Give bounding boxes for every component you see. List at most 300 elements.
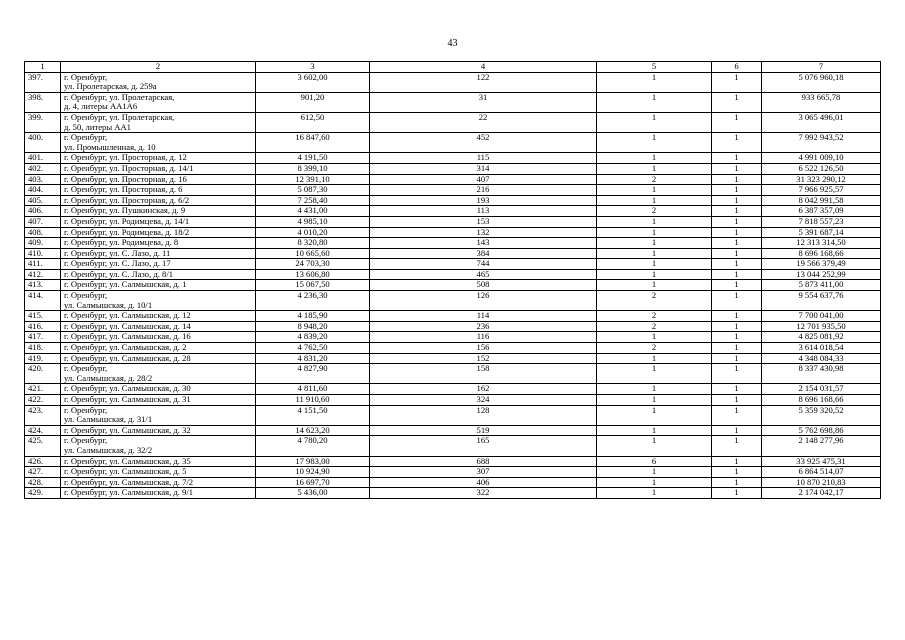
row-number-cell: 398. xyxy=(25,92,61,112)
col6-cell: 1 xyxy=(712,174,762,185)
col4-cell: 744 xyxy=(370,259,597,270)
area-cell: 5 087,30 xyxy=(256,185,370,196)
address-cell xyxy=(61,269,256,280)
address-cell xyxy=(61,467,256,478)
col4-cell: 216 xyxy=(370,185,597,196)
col6-cell: 1 xyxy=(712,291,762,311)
address-cell xyxy=(61,364,256,384)
col4-cell: 143 xyxy=(370,238,597,249)
address-line: ул. Салмышская, д. 10/1 xyxy=(64,299,153,310)
table-row xyxy=(25,174,881,185)
table-row xyxy=(25,195,881,206)
address-line: г. Оренбург, ул. Салмышская, д. 35 xyxy=(64,456,191,466)
address-cell xyxy=(61,311,256,322)
address-cell xyxy=(61,477,256,488)
address-line: г. Оренбург, ул. Просторная, д. 6 xyxy=(64,184,183,195)
table-row xyxy=(25,321,881,332)
row-number-cell: 413. xyxy=(25,280,61,291)
amount-cell: 3 614 018,54 xyxy=(762,343,881,354)
amount-cell: 5 391 687,14 xyxy=(762,227,881,238)
col4-cell: 407 xyxy=(370,174,597,185)
address-line: г. Оренбург, ул. Пролетарская, xyxy=(64,92,175,102)
address-line: г. Оренбург, xyxy=(64,132,108,143)
address-cell xyxy=(61,185,256,196)
col5-cell: 1 xyxy=(597,195,712,206)
data-table xyxy=(24,61,881,499)
col4-cell: 307 xyxy=(370,467,597,478)
col6-cell: 1 xyxy=(712,153,762,164)
row-number-cell: 411. xyxy=(25,259,61,270)
col5-cell: 1 xyxy=(597,153,712,164)
amount-cell: 3 065 496,01 xyxy=(762,112,881,132)
col5-cell: 1 xyxy=(597,227,712,238)
col6-cell: 1 xyxy=(712,488,762,499)
table-row xyxy=(25,153,881,164)
row-number-cell: 419. xyxy=(25,353,61,364)
col6-cell: 1 xyxy=(712,72,762,92)
col5-cell: 1 xyxy=(597,238,712,249)
table-row xyxy=(25,353,881,364)
table-row xyxy=(25,92,881,112)
address-line: г. Оренбург, ул. Просторная, д. 12 xyxy=(64,152,187,163)
col4-cell: 113 xyxy=(370,206,597,217)
table-row xyxy=(25,395,881,406)
table-row xyxy=(25,425,881,436)
address-line: г. Оренбург, ул. Родимцева, д. 8 xyxy=(64,237,179,248)
address-line: г. Оренбург, ул. С. Лазо, д. 8/1 xyxy=(64,269,174,279)
col5-cell: 6 xyxy=(597,456,712,467)
col6-cell: 1 xyxy=(712,238,762,249)
col5-cell: 1 xyxy=(597,112,712,132)
address-line: г. Оренбург, ул. С. Лазо, д. 17 xyxy=(64,258,171,269)
col4-cell: 158 xyxy=(370,364,597,384)
col5-cell: 1 xyxy=(597,72,712,92)
col6-cell: 1 xyxy=(712,248,762,259)
address-cell xyxy=(61,321,256,332)
amount-cell: 8 337 430,98 xyxy=(762,364,881,384)
col5-cell: 1 xyxy=(597,248,712,259)
area-cell: 8 320,80 xyxy=(256,238,370,249)
amount-cell: 33 925 475,31 xyxy=(762,456,881,467)
col4-cell: 165 xyxy=(370,436,597,456)
address-line: ул. Салмышская, д. 28/2 xyxy=(64,372,153,383)
col6-cell: 1 xyxy=(712,405,762,425)
col5-cell: 1 xyxy=(597,216,712,227)
col6-cell: 1 xyxy=(712,163,762,174)
address-cell xyxy=(61,195,256,206)
amount-cell: 4 825 081,92 xyxy=(762,332,881,343)
area-cell: 7 258,40 xyxy=(256,195,370,206)
area-cell: 13 606,80 xyxy=(256,269,370,280)
col5-cell: 1 xyxy=(597,259,712,270)
area-cell: 4 010,20 xyxy=(256,227,370,238)
address-line: г. Оренбург, ул. Салмышская, д. 14 xyxy=(64,321,191,331)
col4-cell: 152 xyxy=(370,353,597,364)
address-cell xyxy=(61,425,256,436)
table-row xyxy=(25,405,881,425)
table-row xyxy=(25,185,881,196)
address-cell xyxy=(61,206,256,217)
col5-cell: 2 xyxy=(597,321,712,332)
area-cell: 4 236,30 xyxy=(256,291,370,311)
area-cell: 12 391,10 xyxy=(256,174,370,185)
row-number-cell: 422. xyxy=(25,395,61,406)
table-row xyxy=(25,133,881,153)
row-number-cell: 403. xyxy=(25,174,61,185)
address-line: г. Оренбург, ул. Салмышская, д. 2 xyxy=(64,342,187,353)
amount-cell: 13 044 252,99 xyxy=(762,269,881,280)
column-header-3: 3 xyxy=(256,62,370,73)
amount-cell: 12 313 314,50 xyxy=(762,238,881,249)
row-number-cell: 401. xyxy=(25,153,61,164)
area-cell: 4 185,90 xyxy=(256,311,370,322)
row-number-cell: 424. xyxy=(25,425,61,436)
col4-cell: 508 xyxy=(370,280,597,291)
area-cell: 16 697,70 xyxy=(256,477,370,488)
col5-cell: 2 xyxy=(597,311,712,322)
col4-cell: 128 xyxy=(370,405,597,425)
area-cell: 901,20 xyxy=(256,92,370,112)
amount-cell: 5 873 411,00 xyxy=(762,280,881,291)
col6-cell: 1 xyxy=(712,436,762,456)
column-header-2: 2 xyxy=(61,62,256,73)
address-line: г. Оренбург, ул. Родимцева, д. 18/2 xyxy=(64,227,190,237)
col4-cell: 314 xyxy=(370,163,597,174)
col6-cell: 1 xyxy=(712,195,762,206)
amount-cell: 10 870 210,83 xyxy=(762,477,881,488)
col6-cell: 1 xyxy=(712,343,762,354)
row-number-cell: 429. xyxy=(25,488,61,499)
col5-cell: 1 xyxy=(597,488,712,499)
area-cell: 11 910,60 xyxy=(256,395,370,406)
amount-cell: 31 323 290,12 xyxy=(762,174,881,185)
table-row xyxy=(25,238,881,249)
address-cell xyxy=(61,436,256,456)
col5-cell: 2 xyxy=(597,343,712,354)
amount-cell: 7 700 041,00 xyxy=(762,311,881,322)
col6-cell: 1 xyxy=(712,364,762,384)
table-body xyxy=(25,72,881,498)
area-cell: 5 436,00 xyxy=(256,488,370,499)
address-line: ул. Пролетарская, д. 259а xyxy=(64,81,157,92)
area-cell: 4 839,20 xyxy=(256,332,370,343)
row-number-cell: 404. xyxy=(25,185,61,196)
row-number-cell: 402. xyxy=(25,163,61,174)
address-line: г. Оренбург, ул. Просторная, д. 14/1 xyxy=(64,163,194,173)
col4-cell: 465 xyxy=(370,269,597,280)
area-cell: 612,50 xyxy=(256,112,370,132)
amount-cell: 4 991 009,10 xyxy=(762,153,881,164)
col6-cell: 1 xyxy=(712,425,762,436)
area-cell: 4 811,60 xyxy=(256,384,370,395)
col6-cell: 1 xyxy=(712,133,762,153)
col4-cell: 156 xyxy=(370,343,597,354)
address-cell xyxy=(61,112,256,132)
row-number-cell: 418. xyxy=(25,343,61,354)
area-cell: 4 780,20 xyxy=(256,436,370,456)
col6-cell: 1 xyxy=(712,321,762,332)
area-cell: 8 399,10 xyxy=(256,163,370,174)
col5-cell: 1 xyxy=(597,332,712,343)
col5-cell: 1 xyxy=(597,405,712,425)
amount-cell: 2 154 031,57 xyxy=(762,384,881,395)
col6-cell: 1 xyxy=(712,477,762,488)
col5-cell: 2 xyxy=(597,206,712,217)
amount-cell: 5 359 320,52 xyxy=(762,405,881,425)
amount-cell: 933 665,78 xyxy=(762,92,881,112)
amount-cell: 8 696 168,66 xyxy=(762,248,881,259)
row-number-cell: 414. xyxy=(25,291,61,311)
col6-cell: 1 xyxy=(712,353,762,364)
address-line: г. Оренбург, xyxy=(64,405,108,415)
area-cell: 4 191,50 xyxy=(256,153,370,164)
address-line: г. Оренбург, ул. Салмышская, д. 31 xyxy=(64,394,191,404)
table-row xyxy=(25,248,881,259)
address-cell xyxy=(61,353,256,364)
address-line: г. Оренбург, xyxy=(64,363,108,374)
col6-cell: 1 xyxy=(712,185,762,196)
address-cell xyxy=(61,133,256,153)
amount-cell: 6 387 357,09 xyxy=(762,206,881,217)
address-cell xyxy=(61,216,256,227)
col6-cell: 1 xyxy=(712,280,762,291)
col4-cell: 236 xyxy=(370,321,597,332)
col4-cell: 406 xyxy=(370,477,597,488)
address-line: г. Оренбург, ул. Салмышская, д. 12 xyxy=(64,310,191,321)
address-cell xyxy=(61,488,256,499)
row-number-cell: 408. xyxy=(25,227,61,238)
col6-cell: 1 xyxy=(712,259,762,270)
col5-cell: 1 xyxy=(597,353,712,364)
col6-cell: 1 xyxy=(712,311,762,322)
row-number-cell: 400. xyxy=(25,133,61,153)
table-row xyxy=(25,436,881,456)
amount-cell: 4 348 084,33 xyxy=(762,353,881,364)
amount-cell: 2 148 277,96 xyxy=(762,436,881,456)
col6-cell: 1 xyxy=(712,112,762,132)
col4-cell: 324 xyxy=(370,395,597,406)
area-cell: 17 983,00 xyxy=(256,456,370,467)
row-number-cell: 417. xyxy=(25,332,61,343)
table-row xyxy=(25,467,881,478)
address-line: г. Оренбург, ул. Просторная, д. 6/2 xyxy=(64,195,190,205)
amount-cell: 8 696 168,66 xyxy=(762,395,881,406)
col5-cell: 1 xyxy=(597,425,712,436)
col6-cell: 1 xyxy=(712,395,762,406)
address-cell xyxy=(61,405,256,425)
row-number-cell: 427. xyxy=(25,467,61,478)
col5-cell: 1 xyxy=(597,92,712,112)
address-cell xyxy=(61,291,256,311)
col4-cell: 114 xyxy=(370,311,597,322)
amount-cell: 5 762 698,86 xyxy=(762,425,881,436)
col4-cell: 519 xyxy=(370,425,597,436)
address-cell xyxy=(61,174,256,185)
address-line: г. Оренбург, ул. Салмышская, д. 9/1 xyxy=(64,487,194,498)
table-header xyxy=(25,62,881,73)
col5-cell: 2 xyxy=(597,291,712,311)
col4-cell: 126 xyxy=(370,291,597,311)
address-cell xyxy=(61,92,256,112)
area-cell: 10 924,90 xyxy=(256,467,370,478)
table-row xyxy=(25,269,881,280)
col6-cell: 1 xyxy=(712,227,762,238)
address-line: г. Оренбург, ул. Салмышская, д. 30 xyxy=(64,383,191,394)
col6-cell: 1 xyxy=(712,332,762,343)
row-number-cell: 423. xyxy=(25,405,61,425)
area-cell: 16 847,60 xyxy=(256,133,370,153)
row-number-cell: 421. xyxy=(25,384,61,395)
column-header-6: 6 xyxy=(712,62,762,73)
col5-cell: 1 xyxy=(597,185,712,196)
col5-cell: 2 xyxy=(597,174,712,185)
address-cell xyxy=(61,456,256,467)
address-line: ул. Салмышская, д. 31/1 xyxy=(64,414,153,425)
row-number-cell: 428. xyxy=(25,477,61,488)
amount-cell: 9 554 637,76 xyxy=(762,291,881,311)
amount-cell: 7 966 925,57 xyxy=(762,185,881,196)
col4-cell: 452 xyxy=(370,133,597,153)
address-cell xyxy=(61,248,256,259)
amount-cell: 19 566 379,49 xyxy=(762,259,881,270)
amount-cell: 8 042 991,58 xyxy=(762,195,881,206)
address-line: г. Оренбург, ул. Салмышская, д. 5 xyxy=(64,466,187,477)
table-row xyxy=(25,384,881,395)
amount-cell: 7 818 557,23 xyxy=(762,216,881,227)
area-cell: 10 665,60 xyxy=(256,248,370,259)
amount-cell: 2 174 042,17 xyxy=(762,488,881,499)
table-row xyxy=(25,227,881,238)
col4-cell: 162 xyxy=(370,384,597,395)
amount-cell: 6 522 126,50 xyxy=(762,163,881,174)
table-row xyxy=(25,343,881,354)
column-header-1: 1 xyxy=(25,62,61,73)
row-number-cell: 415. xyxy=(25,311,61,322)
address-cell xyxy=(61,153,256,164)
area-cell: 4 831,20 xyxy=(256,353,370,364)
address-cell xyxy=(61,72,256,92)
address-line: г. Оренбург, ул. Просторная, д. 16 xyxy=(64,174,187,184)
row-number-cell: 425. xyxy=(25,436,61,456)
address-line: г. Оренбург, ул. С. Лазо, д. 11 xyxy=(64,248,171,258)
address-line: ул. Промышленная, д. 10 xyxy=(64,141,156,152)
area-cell: 15 067,50 xyxy=(256,280,370,291)
address-line: г. Оренбург, ул. Салмышская, д. 32 xyxy=(64,425,191,435)
table-row xyxy=(25,206,881,217)
col4-cell: 116 xyxy=(370,332,597,343)
col4-cell: 122 xyxy=(370,72,597,92)
row-number-cell: 412. xyxy=(25,269,61,280)
col6-cell: 1 xyxy=(712,269,762,280)
col4-cell: 193 xyxy=(370,195,597,206)
header-row xyxy=(25,62,881,73)
table-row xyxy=(25,72,881,92)
col5-cell: 1 xyxy=(597,467,712,478)
table-row xyxy=(25,332,881,343)
row-number-cell: 410. xyxy=(25,248,61,259)
row-number-cell: 416. xyxy=(25,321,61,332)
address-line: г. Оренбург, ул. Салмышская, д. 16 xyxy=(64,331,191,342)
amount-cell: 6 864 514,07 xyxy=(762,467,881,478)
address-cell xyxy=(61,227,256,238)
table-row xyxy=(25,216,881,227)
row-number-cell: 407. xyxy=(25,216,61,227)
col6-cell: 1 xyxy=(712,206,762,217)
col6-cell: 1 xyxy=(712,384,762,395)
col4-cell: 688 xyxy=(370,456,597,467)
row-number-cell: 406. xyxy=(25,206,61,217)
table-row xyxy=(25,456,881,467)
address-line: д. 50, литеры АА1 xyxy=(64,121,131,132)
area-cell: 4 985,10 xyxy=(256,216,370,227)
row-number-cell: 409. xyxy=(25,238,61,249)
area-cell: 4 762,50 xyxy=(256,343,370,354)
row-number-cell: 426. xyxy=(25,456,61,467)
col6-cell: 1 xyxy=(712,92,762,112)
address-line: д. 4, литеры АА1А6 xyxy=(64,101,138,112)
address-line: г. Оренбург, ул. Пролетарская, xyxy=(64,112,175,122)
area-cell: 8 948,20 xyxy=(256,321,370,332)
table-row xyxy=(25,477,881,488)
col5-cell: 1 xyxy=(597,477,712,488)
col4-cell: 132 xyxy=(370,227,597,238)
col4-cell: 153 xyxy=(370,216,597,227)
amount-cell: 7 992 943,52 xyxy=(762,133,881,153)
row-number-cell: 397. xyxy=(25,72,61,92)
address-cell xyxy=(61,332,256,343)
col5-cell: 1 xyxy=(597,133,712,153)
col4-cell: 115 xyxy=(370,153,597,164)
area-cell: 4 151,50 xyxy=(256,405,370,425)
col5-cell: 1 xyxy=(597,384,712,395)
column-header-4: 4 xyxy=(370,62,597,73)
address-line: г. Оренбург, ул. Салмышская, д. 28 xyxy=(64,353,191,363)
col5-cell: 1 xyxy=(597,163,712,174)
address-line: ул. Салмышская, д. 32/2 xyxy=(64,444,153,455)
address-cell xyxy=(61,395,256,406)
amount-cell: 12 701 935,50 xyxy=(762,321,881,332)
row-number-cell: 420. xyxy=(25,364,61,384)
table-row xyxy=(25,488,881,499)
table-row xyxy=(25,259,881,270)
col5-cell: 1 xyxy=(597,364,712,384)
col4-cell: 322 xyxy=(370,488,597,499)
address-line: г. Оренбург, ул. Салмышская, д. 1 xyxy=(64,279,187,290)
address-cell xyxy=(61,384,256,395)
table-row xyxy=(25,364,881,384)
address-line: г. Оренбург, ул. Родимцева, д. 14/1 xyxy=(64,216,190,226)
area-cell: 4 431,00 xyxy=(256,206,370,217)
address-cell xyxy=(61,238,256,249)
column-header-5: 5 xyxy=(597,62,712,73)
address-line: г. Оренбург, ул. Пушкинская, д. 9 xyxy=(64,205,186,216)
table-row xyxy=(25,280,881,291)
address-cell xyxy=(61,280,256,291)
area-cell: 3 602,00 xyxy=(256,72,370,92)
address-cell xyxy=(61,163,256,174)
column-header-7: 7 xyxy=(762,62,881,73)
address-line: г. Оренбург, xyxy=(64,435,108,446)
col6-cell: 1 xyxy=(712,216,762,227)
amount-cell: 5 076 960,18 xyxy=(762,72,881,92)
address-line: г. Оренбург, xyxy=(64,72,108,82)
col5-cell: 1 xyxy=(597,280,712,291)
table-row xyxy=(25,291,881,311)
col4-cell: 22 xyxy=(370,112,597,132)
table-row xyxy=(25,163,881,174)
table-row xyxy=(25,311,881,322)
area-cell: 14 623,20 xyxy=(256,425,370,436)
